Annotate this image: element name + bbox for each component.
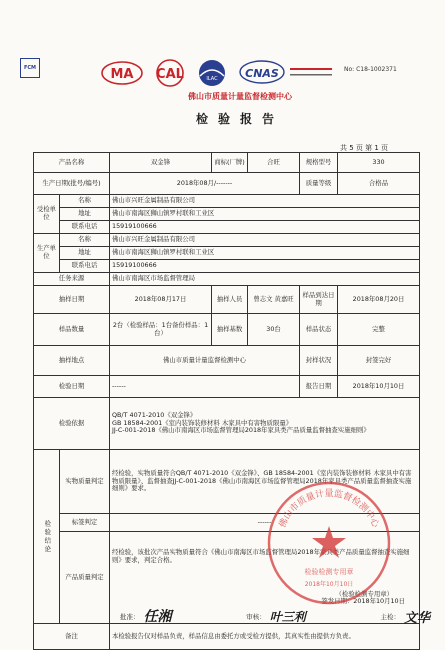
label-sample-date: 抽样日期: [34, 286, 110, 314]
basis-line: QB/T 4071-2010《双金锋》: [112, 410, 197, 419]
label-task-source: 任务来源: [34, 273, 110, 286]
cma-logo: [102, 62, 142, 84]
row-sample-place: [34, 346, 420, 376]
cnas-logo: [240, 61, 284, 83]
seal-date-text: 2018年10月10日: [304, 581, 354, 588]
label-producer-name: 名称: [60, 234, 110, 247]
label-producer-phone: 联系电话: [60, 260, 110, 273]
label-trademark: 商标(厂牌): [212, 153, 248, 173]
value-report-date: 2018年10月10日: [338, 376, 420, 398]
official-seal: [262, 476, 396, 610]
basis-line: JJ-C-001-2018《佛山市南海区市场监督管理局2018年家具类产品质量监督抽查实施细则》: [112, 426, 370, 435]
testing-center-name: 佛山市质量计量监督检测中心: [188, 92, 292, 101]
value-seal-status: 封签完好: [338, 346, 420, 376]
label-arrival-date: 样品到达日期: [300, 286, 338, 314]
row-entrusted-phone: [34, 221, 420, 234]
row-production-date: [34, 173, 420, 195]
cal-logo: [156, 60, 184, 86]
product-judgement-line: 签发日期：2018年10月10日: [321, 597, 406, 606]
value-label-judgement: ------: [110, 514, 420, 532]
reviewer-label: 审核：: [246, 612, 266, 621]
label-sampling-base: 抽样基数: [212, 314, 248, 346]
product-judgement-line: （检验检测专用章）: [335, 589, 394, 598]
label-report-date: 报告日期: [300, 376, 338, 398]
svg-text:ILAC: ILAC: [206, 76, 218, 82]
maker-signature: [380, 607, 430, 626]
value-trademark: 合旺: [248, 153, 300, 173]
row-entrusted-name: [34, 195, 420, 208]
row-producer-address: [34, 247, 420, 260]
maker-label: 主检：: [380, 612, 400, 621]
signature-row: [120, 606, 430, 626]
certification-logos: [100, 58, 340, 92]
seal-text: [276, 487, 382, 530]
value-remarks: 本检验报告仅对样品负责，样品信息由委托方或受检方提供，其真实性由提供方负责。: [110, 624, 420, 650]
value-model: 330: [338, 153, 420, 173]
value-entrusted-address: 佛山市南海区狮山镇罗村联和工业区: [110, 208, 420, 221]
row-task-source: [34, 273, 420, 286]
row-producer-phone: [34, 260, 420, 273]
row-test-date: [34, 376, 420, 398]
label-entrusted-unit: 受检单位: [34, 195, 60, 234]
label-entrusted-name: 名称: [60, 195, 110, 208]
label-test-basis: 检验依据: [34, 398, 110, 450]
ilac-logo: [199, 60, 225, 86]
label-production-date: 生产日期(批号/编号): [34, 173, 110, 195]
value-sampler: 曾志文 黄嘉旺: [248, 286, 300, 314]
cnas-logo-text: CNAS: [245, 67, 279, 80]
label-sample-status: 样品状态: [300, 314, 338, 346]
label-entrusted-address: 地址: [60, 208, 110, 221]
cma-logo-text: MA: [110, 67, 134, 82]
cal-logo-text: CAL: [156, 67, 184, 82]
label-remarks: 备注: [34, 624, 110, 650]
certificate-number: No: C18-1002371: [344, 66, 397, 73]
approver-name: 任湘: [143, 609, 172, 625]
page-info: 共 5 页 第 1 页: [340, 144, 389, 152]
label-product-name: 产品名称: [34, 153, 110, 173]
value-product-name: 双金锋: [110, 153, 212, 173]
product-judgement-line: 经检验，该批次产品实物质量符合《佛山市南海区市场监督管理局2018年家具类产品质量监督抽查实施细则》要求，判定合格。: [112, 548, 410, 564]
value-test-date: ------: [110, 376, 300, 398]
value-sample-place: 佛山市质量计量监督检测中心: [110, 346, 300, 376]
fcm-badge: FCM: [20, 58, 40, 78]
row-remarks: [34, 624, 420, 650]
report-title: 检验报告: [195, 112, 284, 126]
label-sample-quantity: 样品数量: [34, 314, 110, 346]
value-test-basis: [110, 398, 420, 450]
basis-line: GB 18584-2001《室内装饰装修材料 木家具中有害物质限量》: [112, 418, 293, 427]
label-entrusted-phone: 联系电话: [60, 221, 110, 234]
value-sample-date: 2018年08月17日: [110, 286, 212, 314]
approver-label: 批准：: [120, 612, 140, 621]
label-quality-grade: 质量等级: [300, 173, 338, 195]
row-product-name: [34, 153, 420, 173]
label-product-judgement: 产品质量判定: [60, 532, 110, 624]
value-producer-phone: 15919100666: [110, 260, 420, 273]
seal-arc-text: 佛山市质量计量监督检测中心: [277, 489, 381, 530]
label-sampler: 抽样人员: [212, 286, 248, 314]
value-production-date: 2018年08月/-------: [110, 173, 300, 195]
approver-signature: [120, 606, 172, 626]
value-sampling-base: 30台: [248, 314, 300, 346]
label-seal-status: 封样状况: [300, 346, 338, 376]
label-conclusion: 检验结论: [34, 450, 60, 624]
value-entrusted-phone: 15919100666: [110, 221, 420, 234]
reviewer-name: 叶三利: [269, 609, 306, 624]
reviewer-signature: [246, 608, 306, 625]
row-test-basis: [34, 398, 420, 450]
label-model: 规格型号: [300, 153, 338, 173]
row-producer-name: [34, 234, 420, 247]
seal-inner-text: 检验检测专用章: [304, 568, 354, 576]
maker-name: 文华: [403, 610, 430, 626]
value-physical-judgement: 经检验，实物质量符合QB/T 4071-2010《双金锋》、GB 18584-2001《室内装饰装修材料 木家具中有害物质限量》、监督抽查JJ-C-001-2018《佛山市南海区市场监督管理局2018年家具类产品质量监督抽查实施细则》要求。: [110, 450, 420, 514]
value-arrival-date: 2018年08月20日: [338, 286, 420, 314]
label-producer-unit: 生产单位: [34, 234, 60, 273]
label-sample-place: 抽样地点: [34, 346, 110, 376]
value-sample-quantity: 2台（检验样品：1台备份样品：1台）: [110, 314, 212, 346]
label-physical-judgement: 实物质量判定: [60, 450, 110, 514]
label-producer-address: 地址: [60, 247, 110, 260]
value-task-source: 佛山市南海区市场监督管理局: [110, 273, 420, 286]
label-label-judgement: 标签判定: [60, 514, 110, 532]
row-sample-quantity: [34, 314, 420, 346]
value-sample-status: 完整: [338, 314, 420, 346]
value-entrusted-name: 佛山市兴旺金属制品有限公司: [110, 195, 420, 208]
label-test-date: 检验日期: [34, 376, 110, 398]
value-producer-address: 佛山市南海区狮山镇罗村联和工业区: [110, 247, 420, 260]
value-producer-name: 佛山市兴旺金属制品有限公司: [110, 234, 420, 247]
value-quality-grade: 合格品: [338, 173, 420, 195]
row-sample-date: [34, 286, 420, 314]
row-entrusted-address: [34, 208, 420, 221]
